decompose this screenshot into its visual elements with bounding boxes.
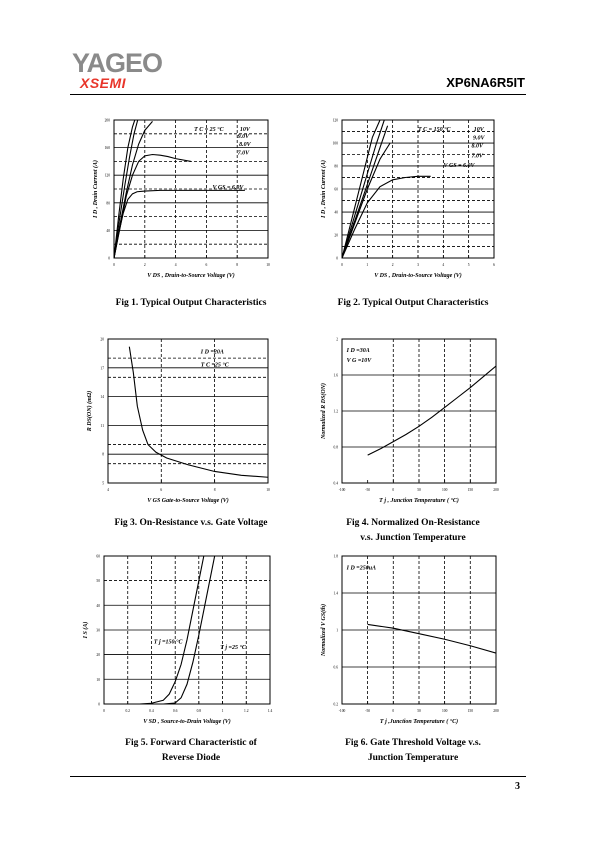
series-label: 7.0V (471, 153, 484, 160)
x-tick-label: 200 (493, 488, 499, 492)
y-tick-label: 1.2 (333, 409, 338, 414)
series-line (368, 624, 496, 653)
x-tick-label: 4 (107, 488, 109, 492)
series-label: V GS = 6.0V (443, 162, 475, 169)
x-tick-label: 0 (392, 488, 395, 492)
y-tick-label: 1.6 (333, 373, 338, 378)
x-tick-label: 50 (417, 488, 421, 492)
y-tick-label: 11 (100, 423, 104, 428)
y-tick-label: 10 (96, 677, 100, 682)
series-line (342, 176, 431, 258)
chart-annotation: T C = 25 °C (194, 127, 224, 134)
y-tick-label: 0 (98, 702, 100, 707)
y-tick-label: 14 (100, 395, 104, 400)
x-tick-label: 1.4 (267, 709, 273, 713)
y-tick-label: 0.4 (333, 481, 338, 486)
x-tick-label: 1.2 (244, 709, 249, 713)
part-number: XP6NA6R5IT (446, 75, 525, 90)
x-tick-label: 1 (366, 263, 369, 267)
y-tick-label: 5 (102, 481, 104, 486)
x-tick-label: 100 (441, 488, 448, 492)
series-line (129, 347, 268, 478)
series-label: 10V (239, 127, 250, 134)
y-tick-label: 200 (104, 118, 110, 123)
page-number: 3 (515, 781, 520, 792)
series-label: V GS = 6.0V (212, 185, 244, 191)
y-tick-label: 17 (100, 366, 104, 371)
caption-fig1: Fig 1. Typical Output Characteristics (115, 298, 267, 308)
caption-fig6-text: Fig 6. Gate Threshold Voltage v.s. Junction Temperature (345, 738, 481, 763)
caption-fig4-text: Fig 4. Normalized On-Resistance v.s. Junction Temperature (346, 518, 480, 543)
series-label: 7.0V (237, 150, 250, 157)
y-tick-label: 80 (334, 164, 338, 169)
x-tick-label: -50 (365, 488, 371, 492)
x-tick-label: 6 (493, 263, 495, 267)
y-tick-label: 60 (334, 187, 338, 192)
x-tick-label: 0 (113, 263, 115, 267)
chart-fig2 (312, 112, 512, 282)
x-tick-label: -100 (338, 488, 346, 492)
chart-fig6 (312, 550, 512, 728)
caption-fig3: Fig 3. On-Resistance v.s. Gate Voltage (114, 518, 268, 528)
y-tick-label: 40 (96, 603, 100, 608)
x-tick-label: 4 (174, 263, 177, 267)
x-tick-label: 8 (236, 263, 239, 267)
y-tick-label: 60 (96, 554, 100, 559)
y-tick-label: 1 (336, 628, 338, 633)
y-tick-label: 20 (96, 653, 100, 658)
y-tick-label: 0.6 (333, 665, 338, 670)
chart-annotation: V G =10V (346, 358, 372, 365)
x-tick-label: 0 (392, 709, 395, 713)
y-tick-label: 160 (104, 146, 110, 151)
y-tick-label: 80 (106, 201, 110, 206)
chart-annotation: T C =25 °C (200, 362, 229, 369)
caption-fig6 (318, 736, 508, 766)
series-label: 10V (473, 127, 484, 134)
brand-logo-xsemi: XSEMI (80, 75, 127, 91)
x-axis-label: V DS , Drain-to-Source Voltage (V) (374, 273, 462, 279)
caption-fig5 (96, 736, 286, 766)
y-axis-label: I D , Drain Current (A) (321, 159, 327, 219)
y-tick-label: 0.8 (333, 445, 338, 450)
caption-fig5-text: Fig 5. Forward Characteristic of Reverse Diode (125, 738, 257, 763)
x-tick-label: 3 (417, 263, 419, 267)
x-tick-label: -100 (338, 709, 346, 713)
x-tick-label: 200 (493, 709, 499, 713)
y-tick-label: 0 (336, 256, 338, 261)
y-tick-label: 0.2 (333, 702, 338, 707)
series-label: 8.0V (471, 143, 484, 150)
x-tick-label: 0.6 (172, 709, 178, 713)
x-tick-label: 0.8 (196, 709, 202, 713)
x-tick-label: 2 (143, 263, 146, 267)
chart-annotation: I D =20A (200, 349, 224, 356)
x-tick-label: 6 (205, 263, 208, 267)
y-tick-label: 1.8 (333, 554, 338, 559)
y-tick-label: 20 (100, 337, 104, 342)
y-axis-label: Normalized R DS(ON) (321, 382, 327, 440)
series-label: 9.0V (473, 135, 485, 142)
x-axis-label: V SD , Source-to-Drain Voltage (V) (143, 719, 231, 725)
x-tick-label: 50 (417, 709, 421, 713)
x-tick-label: 10 (266, 263, 270, 267)
chart-annotation: I D =250uA (346, 565, 377, 572)
y-tick-label: 40 (334, 210, 338, 215)
x-axis-label: T j , Junction Temperature ( °C) (379, 498, 459, 504)
y-tick-label: 120 (104, 173, 110, 178)
x-tick-label: 0.2 (125, 709, 130, 713)
x-tick-label: 5 (467, 263, 470, 267)
chart-annotation: T C = 150 °C (418, 127, 451, 134)
caption-fig2: Fig 2. Typical Output Characteristics (337, 298, 489, 308)
x-tick-label: 0.4 (149, 709, 154, 713)
x-axis-label: V DS , Drain-to-Source Voltage (V) (147, 273, 235, 279)
series-line (114, 190, 245, 258)
chart-fig4 (312, 333, 512, 511)
caption-fig4 (318, 516, 508, 546)
x-tick-label: 6 (160, 488, 163, 492)
x-tick-label: 150 (467, 488, 474, 492)
chart-annotation: T j =150 °C (153, 639, 183, 646)
series-label: 9.0V (237, 133, 250, 140)
y-axis-label: R DS(ON) (mΩ) (87, 390, 93, 432)
footer-divider (70, 776, 526, 777)
y-tick-label: 1.4 (333, 591, 338, 596)
y-tick-label: 120 (332, 118, 338, 123)
chart-fig3 (86, 333, 286, 511)
y-tick-label: 50 (96, 579, 100, 584)
series-line (368, 366, 496, 455)
x-tick-label: 0 (103, 709, 105, 713)
chart-fig1 (86, 112, 286, 282)
y-tick-label: 40 (106, 228, 110, 233)
x-tick-label: -50 (365, 709, 371, 713)
y-axis-label: I D , Drain Current (A) (93, 159, 99, 219)
y-tick-label: 8 (102, 452, 104, 457)
series-line (114, 121, 153, 258)
x-tick-label: 8 (213, 488, 216, 492)
x-tick-label: 10 (266, 488, 270, 492)
x-tick-label: 1 (221, 709, 224, 713)
series-label: 8.0V (239, 142, 251, 149)
x-tick-label: 150 (467, 709, 474, 713)
x-axis-label: T j ,Junction Temperature ( °C) (379, 719, 459, 725)
chart-annotation: T j =25 °C (220, 645, 246, 652)
x-tick-label: 4 (442, 263, 445, 267)
header-divider (70, 94, 526, 95)
y-tick-label: 0 (108, 256, 110, 261)
y-axis-label: I S (A) (83, 621, 89, 639)
x-tick-label: 2 (391, 263, 394, 267)
chart-fig5 (82, 550, 286, 728)
y-tick-label: 20 (334, 233, 338, 238)
y-tick-label: 30 (96, 628, 100, 633)
y-tick-label: 100 (332, 141, 338, 146)
x-tick-label: 100 (441, 709, 448, 713)
brand-logo-yageo: YAGEO (72, 48, 163, 78)
x-tick-label: 0 (341, 263, 343, 267)
x-axis-label: V GS Gate-to-Source Voltage (V) (147, 498, 229, 504)
series-line (140, 551, 205, 704)
y-tick-label: 2 (336, 337, 338, 342)
chart-annotation: I D =30A (346, 347, 370, 354)
y-axis-label: Normalized V GS(th) (321, 603, 327, 657)
